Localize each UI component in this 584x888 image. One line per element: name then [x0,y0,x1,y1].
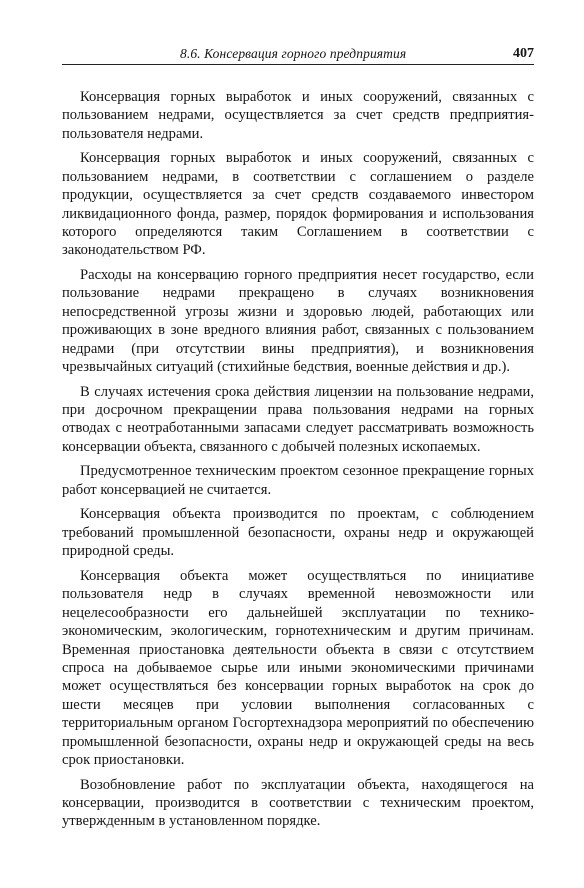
paragraph-3: Расходы на консервацию горного предприятия несет государство, если пользование недрами прекращено в случаях возникновения непосредственной угрозы жизни и здоровью людей, работающих или проживающих в зоне вредного влияния работ, связанных с пользованием недрами (при отсутствии вины предприятия), и возникновения чрезвычайных ситуаций (стихийные бедствия, военные действия и др.). [62,267,534,376]
paragraph-7: Консервация объекта может осуществляться по инициативе пользователя недр в случаях временной невозможности или нецелесообразности его дальнейшей эксплуатации по технико-экономическим, экологическим, горнотехническим и другим причинам. Временная приостановка деятельности объекта в связи с отсутствием спроса на добываемое сырье или иными экономическими причинами может осуществляться без консервации горных выработок на срок до шести месяцев при условии выполнения согласованных с территориальным органом Госгортехнадзора мероприятий по обеспечению промышленной безопасности, охраны недр и окружающей среды на весь срок приостановки. [62,567,534,768]
body-text [62,88,534,837]
paragraph-5: Предусмотренное техническим проектом сезонное прекращение горных работ консервацией не считается. [62,463,534,498]
paragraph-4: В случаях истечения срока действия лицензии на пользование недрами, при досрочном прекращении права пользования недрами на горных отводах с неотработанными запасами следует рассматривать возможность консервации объекта, связанного с добычей полезных ископаемых. [62,383,534,455]
running-title: 8.6. Консервация горного предприятия [180,46,407,61]
paragraph-2: Консервация горных выработок и иных сооружений, связанных с пользованием недрами, в соответствии с соглашением о разделе продукции, осуществляется за счет средств создаваемого инвестором ликвидационного фонда, размер, порядок формирования и использования которого определяются таким Соглашением в соответствии с законодательством РФ. [62,150,534,259]
paragraph-6: Консервация объекта производится по проектам, с соблюдением требований промышленной безопасности, охраны недр и окружающей природной среды. [62,506,534,560]
paragraph-8: Возобновление работ по эксплуатации объекта, находящегося на консервации, производится в соответствии с техническим проектом, утвержденным в установленном порядке. [62,776,534,830]
page-number: 407 [513,46,534,61]
running-header [62,44,534,65]
paragraph-1: Консервация горных выработок и иных сооружений, связанных с пользованием недрами, осуществляется за счет средств предприятия-пользователя недрами. [62,89,534,142]
